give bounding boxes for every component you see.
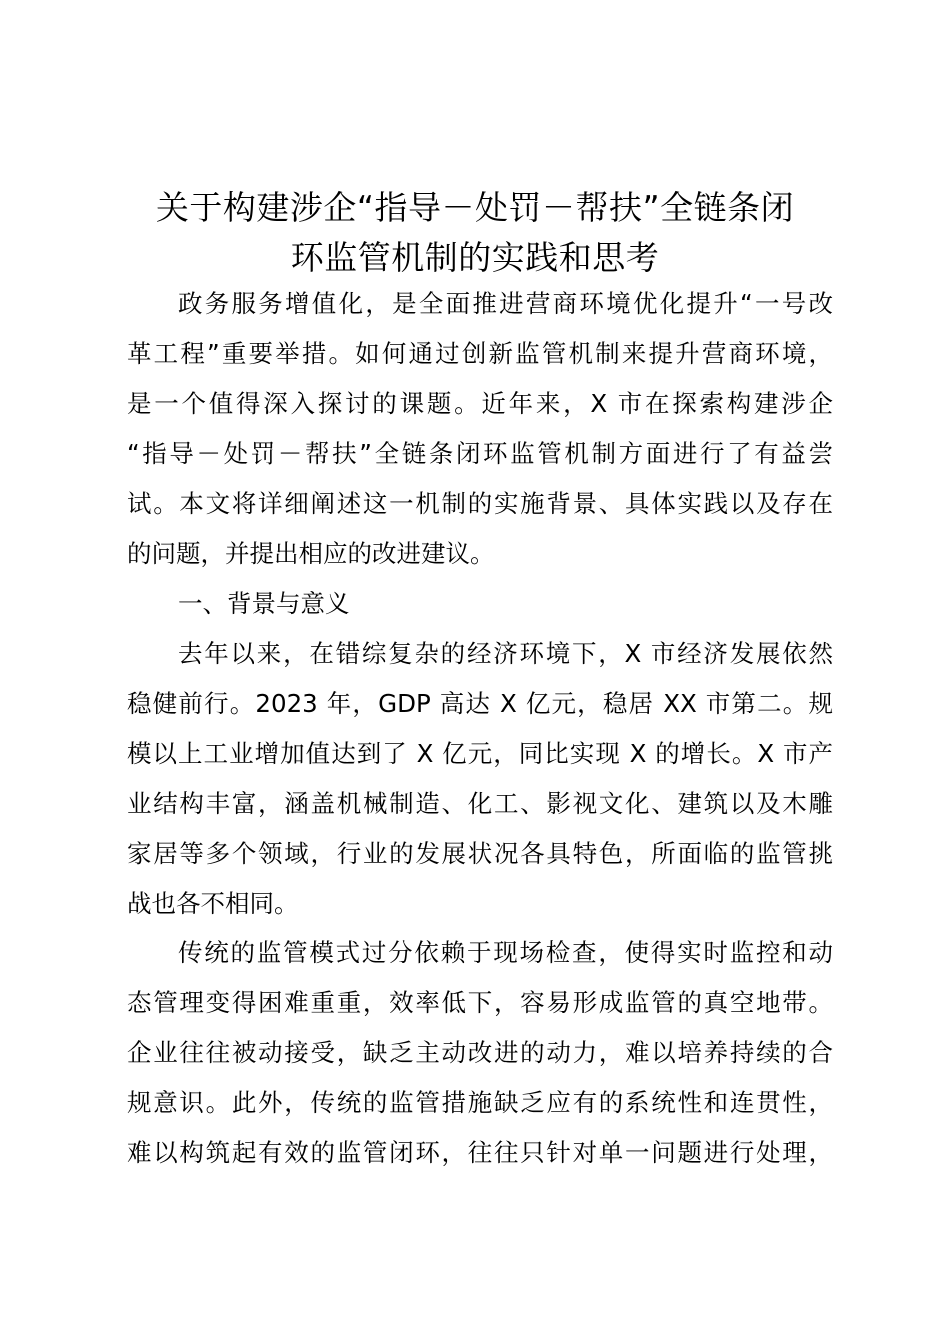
paragraph-3-line-2: 态管理变得困难重重，效率低下，容易形成监管的真空地带。 (127, 988, 833, 1017)
paragraph-2-line-2: 稳健前行。2023 年，GDP 高达 X 亿元，稳居 XX 市第二。规 (127, 689, 833, 718)
paragraph-1-line-5: 试。本文将详细阐述这一机制的实施背景、具体实践以及存在 (127, 489, 833, 518)
paragraph-1-line-6: 的问题，并提出相应的改进建议。 (127, 539, 495, 568)
paragraph-3-line-3: 企业往往被动接受，缺乏主动改进的动力，难以培养持续的合 (127, 1038, 833, 1067)
paragraph-3-line-1: 传统的监管模式过分依赖于现场检查，使得实时监控和动 (178, 938, 833, 967)
section-heading: 一、背景与意义 (178, 589, 350, 618)
paragraph-3-line-4: 规意识。此外，传统的监管措施缺乏应有的系统性和连贯性， (127, 1088, 833, 1117)
paragraph-1-line-4: “指导－处罚－帮扶”全链条闭环监管机制方面进行了有益尝 (127, 439, 833, 468)
paragraph-2-line-1: 去年以来，在错综复杂的经济环境下，X 市经济发展依然 (178, 639, 833, 668)
paragraph-3-line-5: 难以构筑起有效的监管闭环，往往只针对单一问题进行处理， (127, 1138, 833, 1167)
document-title-line-2: 环监管机制的实践和思考 (290, 238, 660, 277)
paragraph-2-line-6: 战也各不相同。 (127, 889, 299, 918)
paragraph-1-line-3: 是一个值得深入探讨的课题。近年来，X 市在探索构建涉企 (127, 389, 833, 418)
paragraph-1-line-2: 革工程”重要举措。如何通过创新监管机制来提升营商环境， (127, 339, 833, 368)
document-title-line-1: 关于构建涉企“指导－处罚－帮扶”全链条闭 (155, 188, 795, 227)
paragraph-2-line-3: 模以上工业增加值达到了 X 亿元，同比实现 X 的增长。X 市产 (127, 739, 833, 768)
paragraph-2-line-5: 家居等多个领域，行业的发展状况各具特色，所面临的监管挑 (127, 839, 833, 868)
paragraph-1-line-1: 政务服务增值化，是全面推进营商环境优化提升“一号改 (178, 289, 833, 318)
paragraph-2-line-4: 业结构丰富，涵盖机械制造、化工、影视文化、建筑以及木雕 (127, 789, 833, 818)
